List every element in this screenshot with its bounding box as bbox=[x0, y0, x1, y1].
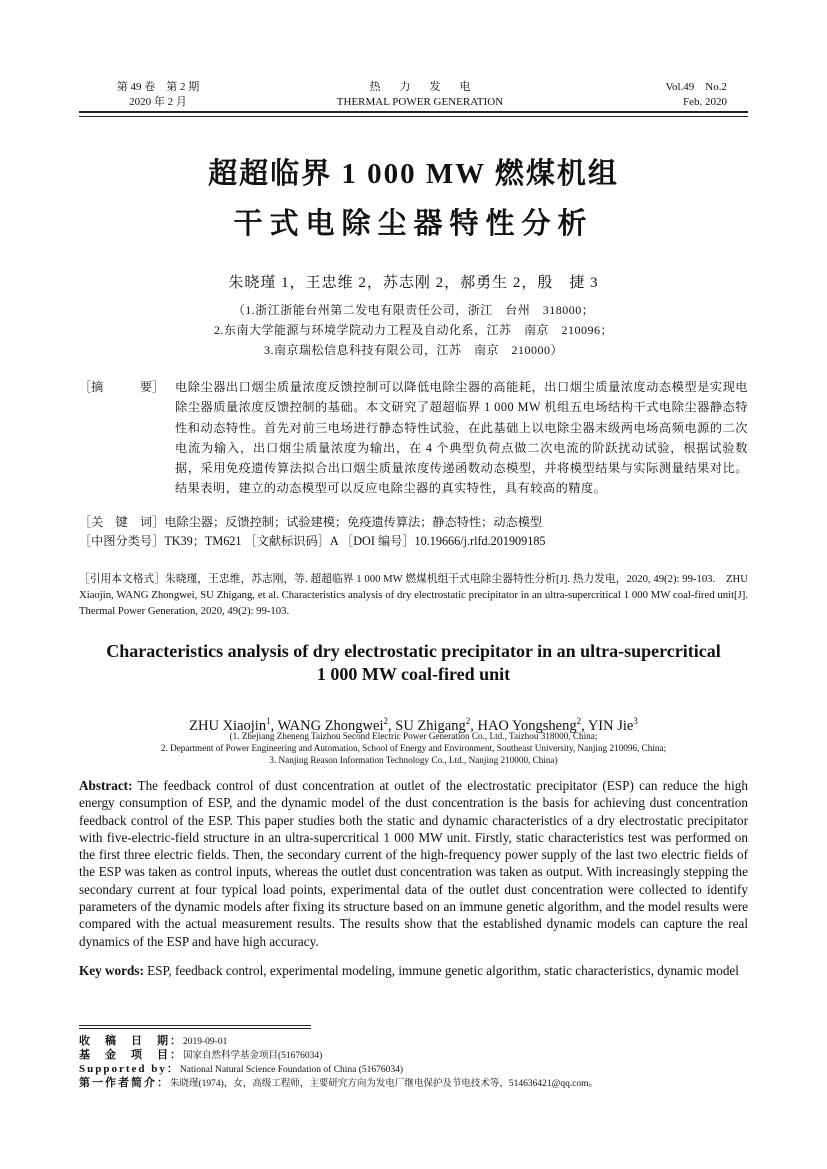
header-rule-thin bbox=[79, 116, 748, 117]
affiliation-cn-2: 2.东南大学能源与环境学院动力工程及自动化系，江苏 南京 210096； bbox=[213, 323, 613, 337]
keywords-en-label: Key words: bbox=[79, 963, 144, 978]
author-en: ZHU Xiaojin bbox=[189, 717, 267, 734]
author-sup: 2 bbox=[576, 716, 582, 726]
footnote-label: 第一作者简介： bbox=[79, 1077, 170, 1089]
keywords-cn-text: 电除尘器；反馈控制；试验建模；免疫遗传算法；静态特性；动态模型 bbox=[164, 515, 543, 529]
authors-cn: 朱晓瑾 1，王忠维 2，苏志刚 2，郝勇生 2，殷 捷 3 bbox=[228, 275, 599, 291]
footnote-author-bio bbox=[79, 1077, 759, 1090]
abstract-en-text: The feedback control of dust concentration at outlet of the electrostatic precipitator (ESP) can reduce the high energy consumption of ESP, and the dynamic model of the dust concentration is the basis for achieving dust concentration feedback control of the ESP. This paper studies both the static and dynamic characteristics of a dry electrostatic precipitator with five-electric-field structure in an ultra-supercritical 1 000 MW unit. Firstly, static characteristics test was performed on the first three electric fields. Then, the secondary current of the high-frequency power supply of the last two electric fields of the ESP was taken as control inputs, whereas the outlet dust concentration was taken as output. With increasingly stepping the secondary current at four typical load points, experimental data of the outlet dust concentration were collected to identify parameters of the dynamic models after fixing its structure based on an immune genetic algorithm, and the model results were compared with the actual measurement results. The results show that the established dynamic models can capture the real dynamics of the ESP and have high accuracy. bbox=[79, 778, 748, 949]
abstract-en-label: Abstract: bbox=[79, 778, 133, 793]
footnote-fund bbox=[79, 1049, 759, 1062]
title-en bbox=[79, 640, 748, 686]
abstract-cn-text: 电除尘器出口烟尘质量浓度反馈控制可以降低电除尘器的高能耗，出口烟尘质量浓度动态模型是实现电除尘器质量浓度反馈控制的基础。本文研究了超超临界 1 000 MW 机组五电场结构干式电除尘器静态特性和动态特性。首先对前三电场进行静态特性试验，在此基础上以电除尘器末级两电场高频电源的二次电流为输入，出口烟尘质量浓度为输出，在 4 个典型负荷点做二次电流的阶跃扰动试验，根据试验数据，采用免疫遗传算法拟合出口烟尘质量浓度传递函数动态模型，并将模型结果与实际测量结果对比。结果表明，建立的动态模型可以反应电除尘器的真实特性，具有较高的精度。 bbox=[175, 380, 748, 496]
author-en: HAO Yongsheng bbox=[477, 717, 577, 734]
keywords-cn bbox=[79, 512, 748, 532]
citation-label: ［引用本文格式］ bbox=[79, 573, 166, 585]
footnote-text: 2019-09-01 bbox=[183, 1037, 228, 1047]
footnote-label: 收 稿 日 期： bbox=[79, 1035, 183, 1047]
journal-name-cn: 热力发电 bbox=[369, 81, 490, 93]
title-en-line1: Characteristics analysis of dry electrostatic precipitator in an ultra-supercritical bbox=[106, 641, 721, 661]
footnote-received bbox=[79, 1035, 759, 1048]
footnote-rule-2 bbox=[79, 1028, 311, 1029]
author-sup: 2 bbox=[465, 716, 471, 726]
footnote-supported bbox=[79, 1063, 759, 1076]
title-en-line2: 1 000 MW coal-fired unit bbox=[316, 664, 511, 684]
citation-format bbox=[79, 571, 748, 619]
volume-issue-cn: 第 49 卷 第 2 期 bbox=[116, 81, 200, 93]
abstract-cn-label: ［摘 要］ bbox=[79, 380, 165, 394]
author-en: YIN Jie bbox=[587, 717, 634, 734]
affiliation-cn-3: 3.南京瑞松信息科技有限公司，江苏 南京 210000） bbox=[263, 343, 563, 357]
affiliation-cn-1: （1.浙江浙能台州第二发电有限责任公司，浙江 台州 318000； bbox=[232, 303, 595, 317]
title-cn-line1: 超超临界 1 000 MW 燃煤机组 bbox=[208, 158, 619, 190]
author-en: SU Zhigang bbox=[395, 717, 466, 734]
citation-text: 朱晓瑾，王忠维，苏志刚，等. 超超临界 1 000 MW 燃煤机组干式电除尘器特性分析[J]. 热力发电，2020, 49(2): 99-103. ZHU Xiaojin, WANG Zhongwei, SU Zhigang, et al. Characteristics analysis of dry electrostatic precipitator in an ultra-supercritical 1 000 MW coal-fired unit[J]. Thermal Power Generation, 2020, 49(2): 99-103. bbox=[79, 573, 748, 617]
header-rule-thick bbox=[79, 111, 748, 113]
abstract-cn bbox=[79, 377, 748, 499]
doc-code-label: ［文献标识码］ bbox=[244, 534, 330, 548]
running-header-center bbox=[300, 80, 540, 110]
keywords-cn-label: ［关 键 词］ bbox=[79, 515, 165, 529]
keywords-en-text: ESP, feedback control, experimental modeling, immune genetic algorithm, static characteristics, dynamic model bbox=[147, 963, 739, 978]
clc-value: TK39；TM621 bbox=[164, 534, 242, 548]
footnote-label: 基 金 项 目： bbox=[79, 1049, 183, 1061]
date-en: Feb. 2020 bbox=[683, 96, 727, 108]
author-sup: 2 bbox=[383, 716, 388, 726]
footnote-rule bbox=[79, 1025, 311, 1026]
footnote-text: National Natural Science Foundation of China (51676034) bbox=[179, 1065, 404, 1075]
volume-issue-en: Vol.49 No.2 bbox=[665, 81, 727, 93]
footnote-text: 朱晓瑾(1974)，女，高级工程师，主要研究方向为发电厂继电保护及节电技术等，514636421@qq.com。 bbox=[170, 1079, 599, 1089]
doc-code-value: A bbox=[329, 534, 338, 548]
classification-row bbox=[79, 531, 748, 551]
running-header-right bbox=[607, 80, 727, 110]
title-cn-line2: 干式电除尘器特性分析 bbox=[233, 208, 594, 240]
author-sup: 1 bbox=[266, 716, 271, 726]
affiliation-en-2: 2. Department of Power Engineering and Automation, School of Energy and Environment, Southeast University, Nanjing 210096, China; bbox=[160, 743, 667, 753]
abstract-en bbox=[79, 777, 748, 950]
author-en: WANG Zhongwei bbox=[277, 717, 384, 734]
journal-name-en: THERMAL POWER GENERATION bbox=[336, 96, 504, 108]
doi-label: ［DOI 编号］ bbox=[341, 534, 415, 548]
affiliation-en-1: (1. Zhejiang Zheneng Taizhou Second Electric Power Generation Co., Ltd., Taizhou 318000, China; bbox=[229, 731, 598, 741]
affiliation-en-3: 3. Nanjing Reason Information Technology Co., Ltd., Nanjing 210000, China) bbox=[269, 755, 558, 765]
running-header-left bbox=[103, 80, 213, 110]
doi-value: 10.19666/j.rlfd.201909185 bbox=[414, 534, 546, 548]
clc-label: ［中图分类号］ bbox=[79, 534, 165, 548]
footnote-label: Supported by： bbox=[79, 1063, 180, 1075]
authors-en: ZHU Xiaojin$^1$, WANG Zhongwei$^2$, SU Zhigang$^2$, HAO Yongsheng$^2$, YIN Jie$^3$ bbox=[189, 716, 638, 734]
author-sup: 3 bbox=[633, 716, 638, 726]
footnote-text: 国家自然科学基金项目(51676034) bbox=[183, 1051, 323, 1061]
keywords-en bbox=[79, 962, 748, 979]
date-cn: 2020 年 2 月 bbox=[129, 96, 187, 108]
